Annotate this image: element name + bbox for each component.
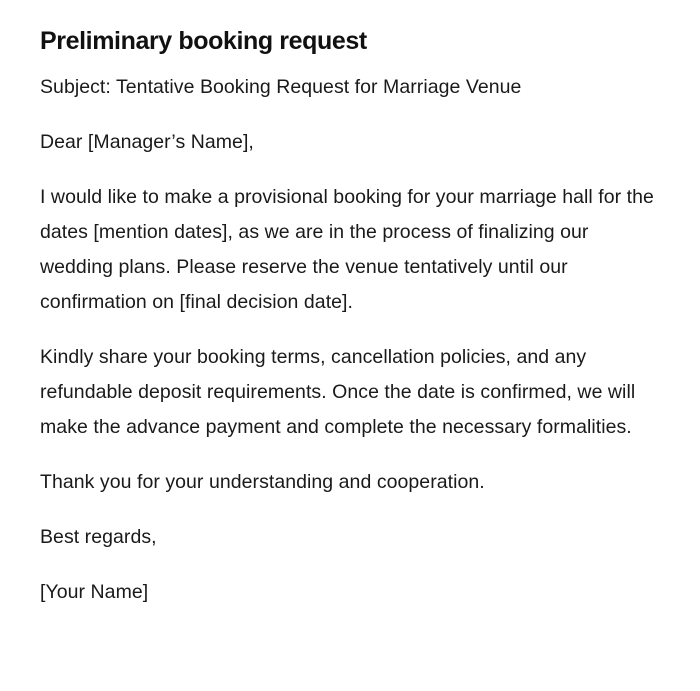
subject-line: Subject: Tentative Booking Request for Marriage Venue bbox=[40, 76, 522, 98]
signature-line: [Your Name] bbox=[40, 581, 149, 603]
document-title: Preliminary booking request bbox=[40, 27, 367, 55]
paragraph-terms: Kindly share your booking terms, cancellation policies, and any refundable deposit requirements. Once the date is confirmed, we will make the advance payment and complete the necessary formalities. bbox=[40, 346, 636, 438]
thanks-line: Thank you for your understanding and cooperation. bbox=[40, 471, 485, 493]
letter-body bbox=[40, 24, 660, 630]
closing-line: Best regards, bbox=[40, 526, 157, 548]
paragraph-request: I would like to make a provisional booking for your marriage hall for the dates [mention dates], as we are in the process of finalizing our wedding plans. Please reserve the venue tentatively until our confirmation on [final decision date]. bbox=[40, 186, 654, 313]
salutation: Dear [Manager’s Name], bbox=[40, 131, 254, 153]
